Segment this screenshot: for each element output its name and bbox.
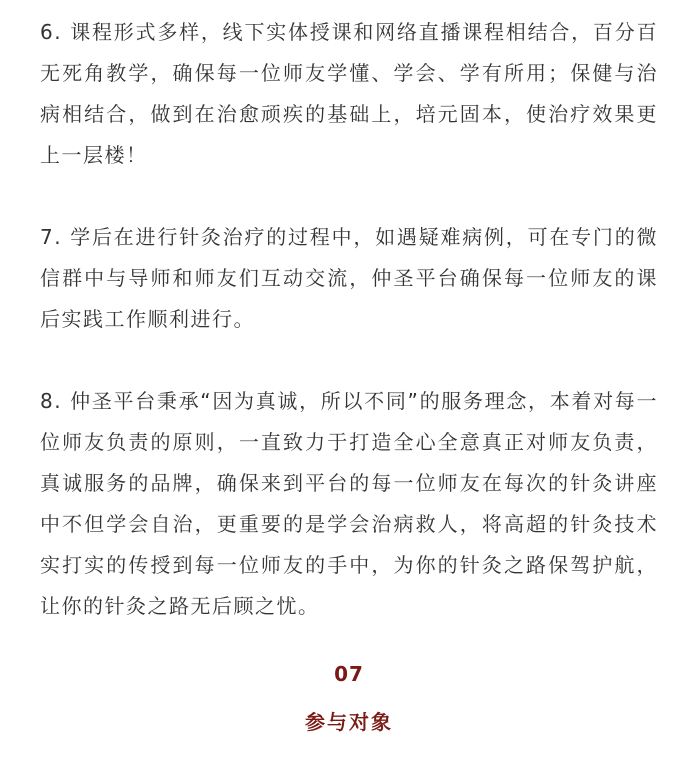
article-body bbox=[40, 12, 658, 627]
paragraph-item-8: 8. 仲圣平台秉承“因为真诚，所以不同”的服务理念，本着对每一位师友负责的原则，一直致力于打造全心全意真正对师友负责，真诚服务的品牌，确保来到平台的每一位师友在每次的针灸讲座中不但学会自治，更重要的是学会治病救人，将高超的针灸技术实打实的传授到每一位师友的手中，为你的针灸之路保驾护航，让你的针灸之路无后顾之忧。 bbox=[40, 389, 658, 618]
section-number: 07 bbox=[334, 662, 364, 686]
section-title: 参与对象 bbox=[305, 710, 393, 734]
paragraph-item-6: 6. 课程形式多样，线下实体授课和网络直播课程相结合，百分百无死角教学，确保每一位师友学懂、学会、学有所用；保健与治病相结合，做到在治愈顽疾的基础上，培元固本，使治疗效果更上一层楼！ bbox=[40, 20, 658, 167]
paragraph-item-7: 7. 学后在进行针灸治疗的过程中，如遇疑难病例，可在专门的微信群中与导师和师友们互动交流，仲圣平台确保每一位师友的课后实践工作顺利进行。 bbox=[40, 225, 658, 331]
